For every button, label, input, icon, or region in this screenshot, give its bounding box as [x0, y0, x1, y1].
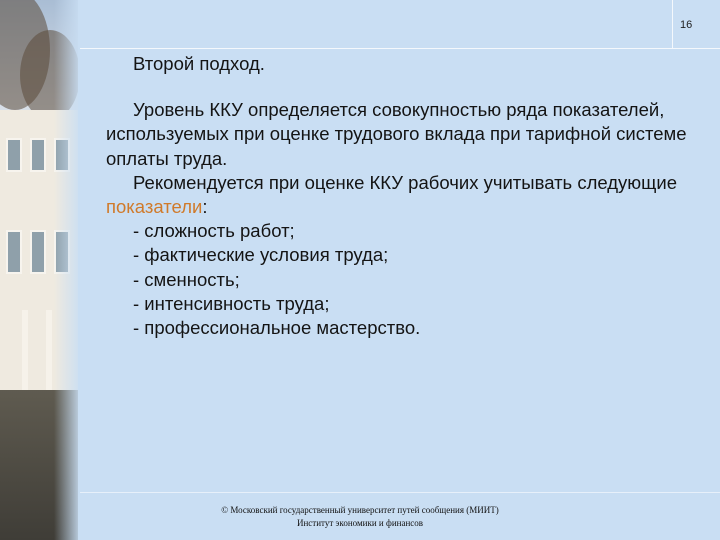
list-item: - фактические условия труда;	[133, 244, 389, 266]
slide-body	[106, 52, 706, 340]
header-divider	[672, 0, 673, 48]
slide-title: Второй подход.	[133, 53, 265, 74]
window	[30, 230, 46, 274]
paragraph-1-text: Уровень ККУ определяется совокупностью ряда показателей, используемых при оценке трудового вклада при тарифной системе оплаты труда.	[106, 99, 687, 169]
footer	[80, 504, 640, 530]
list-item: - интенсивность труда;	[133, 292, 330, 314]
paragraph-2	[106, 171, 706, 219]
slide-number: 16	[680, 19, 693, 31]
paragraph-2-text: Рекомендуется при оценке ККУ рабочих учитывать следующие	[133, 171, 678, 193]
footer-institute: Институт экономики и финансов	[296, 518, 424, 528]
building-photo	[0, 0, 78, 540]
paragraph-1	[106, 98, 706, 171]
list-item: - сменность;	[133, 268, 240, 290]
header-line	[80, 48, 720, 49]
list-item: - сложность работ;	[133, 220, 295, 242]
column	[22, 310, 28, 390]
window	[30, 138, 46, 172]
footer-copyright: © Московский государственный университет путей сообщения (МИИТ)	[221, 505, 499, 515]
list-item: - профессиональное мастерство.	[133, 317, 421, 339]
paragraph-2-colon: :	[202, 196, 208, 218]
window	[6, 138, 22, 172]
window	[6, 230, 22, 274]
photo-fade	[54, 0, 78, 540]
column	[46, 310, 52, 390]
footer-line	[80, 492, 720, 493]
highlight-term: показатели	[106, 196, 203, 218]
slide-panel	[80, 0, 720, 540]
